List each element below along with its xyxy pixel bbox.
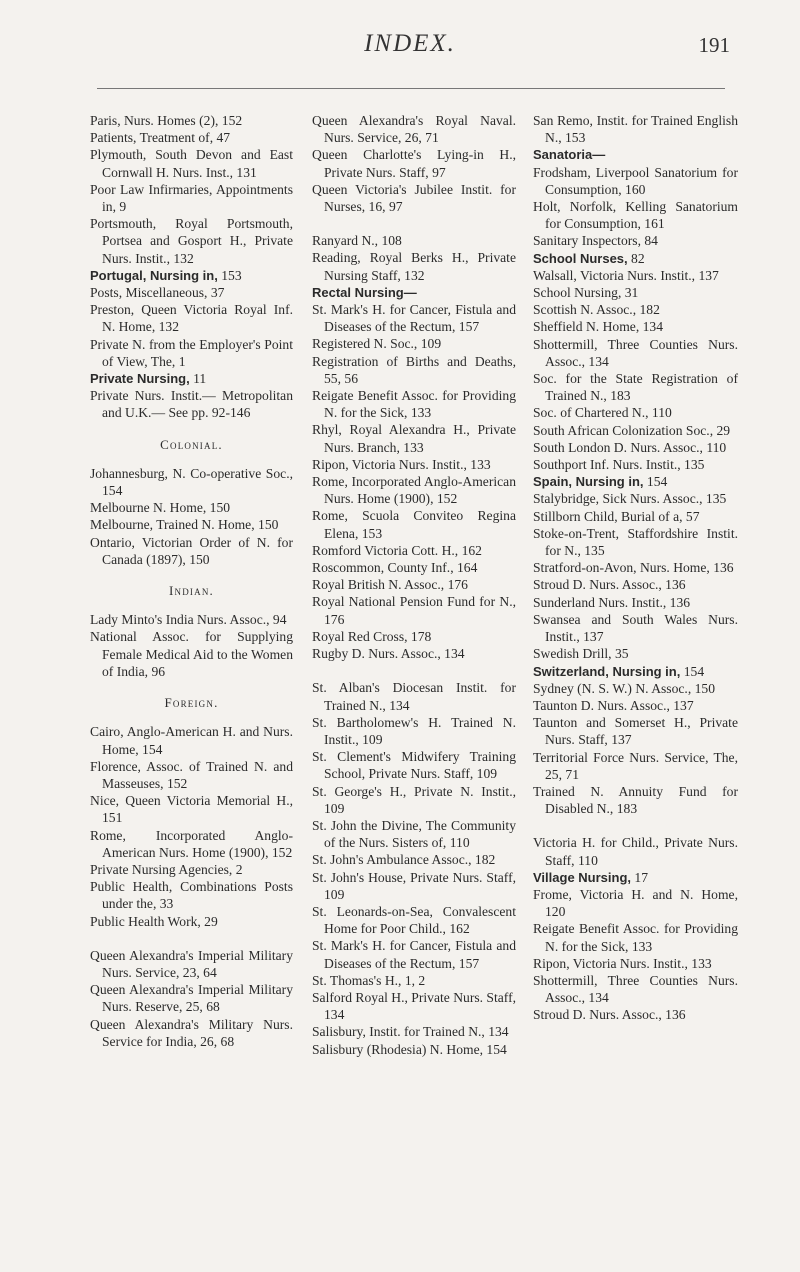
entry-text: Rome, Incorporated Anglo-American Nurs. Home (1900), 152 xyxy=(90,827,293,860)
section-heading: Indian. xyxy=(169,583,214,599)
entry-text: St. John's Ambulance Assoc., 182 xyxy=(312,852,496,868)
index-entry xyxy=(312,146,516,180)
entry-heading: Sanatoria— xyxy=(533,147,606,163)
entry-text: Private Nursing Agencies, 2 xyxy=(90,861,243,877)
entry-text: Scottish N. Assoc., 182 xyxy=(533,302,660,318)
entry-heading: School Nurses, xyxy=(533,250,628,266)
entry-text: Ripon, Victoria Nurs. Instit., 133 xyxy=(533,955,712,971)
index-entry xyxy=(90,129,293,146)
entry-text: Posts, Miscellaneous, 37 xyxy=(90,285,225,301)
entry-text: Shottermill, Three Counties Nurs. Assoc., 134 xyxy=(533,972,738,1006)
entry-text: Lady Minto's India Nurs. Assoc., 94 xyxy=(90,612,287,628)
index-entry xyxy=(533,404,738,421)
entry-text: Royal National Pension Fund for N., 176 xyxy=(312,594,516,627)
index-entry xyxy=(312,232,516,249)
index-entry xyxy=(90,370,293,387)
entry-text: Trained N. Annuity Fund for Disabled N., 183 xyxy=(533,783,738,817)
entry-text: Registered N. Soc., 109 xyxy=(312,336,442,352)
index-entry xyxy=(312,559,516,576)
index-entry xyxy=(312,972,516,989)
index-entry xyxy=(90,628,293,680)
index-entry xyxy=(90,723,293,757)
entry-text: Roscommon, County Inf., 164 xyxy=(312,560,478,576)
index-entry xyxy=(90,534,293,568)
entry-text: Holt, Norfolk, Kelling Sanatorium for Consumption, 161 xyxy=(533,199,738,232)
index-entry xyxy=(312,353,516,387)
entry-text: Johannesburg, N. Co-operative Soc., 154 xyxy=(90,465,293,499)
section-heading: Colonial. xyxy=(160,436,223,452)
index-entry xyxy=(533,267,738,284)
entry-text: Queen Victoria's Jubilee Instit. for Nurses, 16, 97 xyxy=(312,181,516,215)
index-entry xyxy=(533,594,738,611)
entry-text: Stroud D. Nurs. Assoc., 136 xyxy=(533,1007,686,1023)
entry-text: Stratford-on-Avon, Nurs. Home, 136 xyxy=(533,560,734,576)
index-entry xyxy=(533,714,738,748)
entry-text: Sydney (N. S. W.) N. Assoc., 150 xyxy=(533,680,716,696)
entry-text: Reigate Benefit Assoc. for Providing N. for the Sick, 133 xyxy=(533,921,738,954)
entry-text: Florence, Assoc. of Trained N. and Masseuses, 152 xyxy=(90,758,293,791)
index-entry xyxy=(312,473,516,507)
entry-text: 11 xyxy=(189,371,207,387)
index-entry xyxy=(312,679,516,713)
entry-text: Stroud D. Nurs. Assoc., 136 xyxy=(533,577,686,593)
entry-text: Rome, Scuola Conviteo Regina Elena, 153 xyxy=(312,508,516,541)
entry-text: St. Alban's Diocesan Instit. for Trained N., 134 xyxy=(312,680,516,713)
index-entry xyxy=(533,834,738,868)
entry-heading: Spain, Nursing in, xyxy=(533,474,644,490)
index-entry xyxy=(312,112,516,146)
index-entry xyxy=(533,146,738,163)
entry-text: Frodsham, Liverpool Sanatorium for Consumption, 160 xyxy=(533,164,738,197)
index-entry xyxy=(90,284,293,301)
entry-text: Queen Alexandra's Royal Naval. Nurs. Service, 26, 71 xyxy=(312,113,516,146)
entry-text: Rome, Incorporated Anglo-American Nurs. Home (1900), 152 xyxy=(312,474,516,507)
index-entry xyxy=(90,516,293,533)
entry-text: Territorial Force Nurs. Service, The, 25, 71 xyxy=(533,749,738,782)
entry-text: Taunton D. Nurs. Assoc., 137 xyxy=(533,697,694,713)
index-entry xyxy=(90,827,293,861)
index-entry xyxy=(533,473,738,490)
entry-text: Stillborn Child, Burial of a, 57 xyxy=(533,508,700,524)
index-entry xyxy=(312,421,516,455)
index-entry xyxy=(90,267,293,284)
entry-heading: Private Nursing, xyxy=(90,371,190,387)
index-entry xyxy=(533,301,738,318)
index-entry xyxy=(533,972,738,1006)
entry-text: Patients, Treatment of, 47 xyxy=(90,130,231,146)
index-entry xyxy=(90,465,293,499)
index-entry xyxy=(533,284,738,301)
index-entry xyxy=(312,1041,516,1058)
index-entry xyxy=(533,869,738,886)
index-entry xyxy=(312,284,516,301)
index-entry xyxy=(533,697,738,714)
index-entry xyxy=(312,456,516,473)
entry-text: St. John the Divine, The Community of the Nurs. Sisters of, 110 xyxy=(312,817,516,851)
index-entry xyxy=(90,146,293,180)
index-entry xyxy=(533,250,738,267)
index-entry xyxy=(90,1016,293,1050)
entry-text: Stoke-on-Trent, Staffordshire Instit. for N., 135 xyxy=(533,525,738,559)
entry-text: Melbourne N. Home, 150 xyxy=(90,500,231,516)
index-entry xyxy=(533,886,738,920)
index-entry xyxy=(90,981,293,1015)
entry-text: 153 xyxy=(217,267,242,283)
index-entry xyxy=(533,456,738,473)
entry-text: Ripon, Victoria Nurs. Instit., 133 xyxy=(312,456,491,472)
section-gap xyxy=(533,817,738,834)
index-entry xyxy=(312,542,516,559)
entry-text: 17 xyxy=(631,869,649,885)
entry-text: School Nursing, 31 xyxy=(533,285,639,301)
page-number: 191 xyxy=(698,33,730,57)
entry-text: South African Colonization Soc., 29 xyxy=(533,422,731,438)
index-entry xyxy=(533,749,738,783)
index-entry xyxy=(90,913,293,930)
entry-text: Reading, Royal Berks H., Private Nursing Staff, 132 xyxy=(312,250,516,283)
index-entry xyxy=(90,301,293,335)
index-entry xyxy=(312,851,516,868)
index-entry xyxy=(312,301,516,335)
header-rule xyxy=(97,88,725,89)
entry-text: Queen Alexandra's Imperial Military Nurs. Service, 23, 64 xyxy=(90,947,293,980)
index-column-3 xyxy=(533,112,738,1024)
index-entry xyxy=(312,576,516,593)
index-entry xyxy=(312,989,516,1023)
index-entry xyxy=(533,645,738,662)
entry-heading: Village Nursing, xyxy=(533,869,632,885)
entry-text: St. Mark's H. for Cancer, Fistula and Diseases of the Rectum, 157 xyxy=(312,938,516,971)
index-entry xyxy=(312,937,516,971)
index-entry xyxy=(90,336,293,370)
index-entry xyxy=(533,680,738,697)
index-entry xyxy=(312,1023,516,1040)
index-entry xyxy=(90,112,293,129)
index-entry xyxy=(533,318,738,335)
entry-text: St. Thomas's H., 1, 2 xyxy=(312,972,426,988)
entry-heading: Rectal Nursing— xyxy=(312,284,417,300)
entry-text: Sheffield N. Home, 134 xyxy=(533,319,664,335)
entry-text: Rhyl, Royal Alexandra H., Private Nurs. Branch, 133 xyxy=(312,422,516,455)
entry-text: 154 xyxy=(680,663,705,679)
entry-text: Rugby D. Nurs. Assoc., 134 xyxy=(312,646,465,662)
entry-text: Registration of Births and Deaths, 55, 56 xyxy=(312,353,516,386)
entry-text: Taunton and Somerset H., Private Nurs. Staff, 137 xyxy=(533,715,738,748)
index-entry xyxy=(533,439,738,456)
index-entry xyxy=(533,783,738,817)
index-entry xyxy=(533,663,738,680)
entry-text: Queen Alexandra's Imperial Military Nurs. Reserve, 25, 68 xyxy=(90,982,293,1015)
entry-text: South London D. Nurs. Assoc., 110 xyxy=(533,439,727,455)
index-entry xyxy=(312,628,516,645)
index-entry xyxy=(312,783,516,817)
entry-text: Royal Red Cross, 178 xyxy=(312,628,432,644)
entry-text: Southport Inf. Nurs. Instit., 135 xyxy=(533,457,705,473)
section-heading: Foreign. xyxy=(164,695,219,711)
entry-text: Paris, Nurs. Homes (2), 152 xyxy=(90,113,243,128)
entry-text: National Assoc. for Supplying Female Medical Aid to the Women of India, 96 xyxy=(90,629,293,679)
index-entry xyxy=(533,576,738,593)
entry-text: Portsmouth, Royal Portsmouth, Portsea and Gosport H., Private Nurs. Instit., 132 xyxy=(90,216,293,266)
index-entry xyxy=(533,490,738,507)
entry-text: Shottermill, Three Counties Nurs. Assoc., 134 xyxy=(533,336,738,369)
entry-text: San Remo, Instit. for Trained English N., 153 xyxy=(533,113,738,146)
index-entry xyxy=(90,611,293,628)
index-entry xyxy=(533,559,738,576)
index-column-1 xyxy=(90,112,293,1050)
index-entry xyxy=(312,748,516,782)
index-entry xyxy=(312,869,516,903)
index-entry xyxy=(533,232,738,249)
index-entry xyxy=(533,370,738,404)
entry-text: Sanitary Inspectors, 84 xyxy=(533,233,658,249)
section-gap xyxy=(312,215,516,232)
index-entry xyxy=(312,645,516,662)
entry-text: Swedish Drill, 35 xyxy=(533,646,629,662)
index-entry xyxy=(312,335,516,352)
entry-text: St. Leonards-on-Sea, Convalescent Home for Poor Child., 162 xyxy=(312,903,516,937)
entry-text: St. Bartholomew's H. Trained N. Instit., 109 xyxy=(312,714,516,747)
index-entry xyxy=(90,758,293,792)
section-gap xyxy=(312,662,516,679)
entry-text: Cairo, Anglo-American H. and Nurs. Home, 154 xyxy=(90,724,293,757)
entry-text: Salford Royal H., Private Nurs. Staff, 134 xyxy=(312,989,517,1023)
entry-text: Poor Law Infirmaries, Appointments in, 9 xyxy=(90,181,293,215)
entry-heading: Portugal, Nursing in, xyxy=(90,267,218,283)
entry-text: St. Mark's H. for Cancer, Fistula and Diseases of the Rectum, 157 xyxy=(312,302,516,335)
index-entry xyxy=(90,947,293,981)
entry-text: Melbourne, Trained N. Home, 150 xyxy=(90,517,279,533)
index-entry xyxy=(533,164,738,198)
section-gap xyxy=(90,930,293,947)
entry-text: Ontario, Victorian Order of N. for Canada (1897), 150 xyxy=(90,534,293,567)
index-entry xyxy=(90,499,293,516)
entry-text: Walsall, Victoria Nurs. Instit., 137 xyxy=(533,267,719,283)
index-entry xyxy=(90,878,293,912)
index-entry xyxy=(90,181,293,215)
entry-text: Salisbury, Instit. for Trained N., 134 xyxy=(312,1024,509,1040)
entry-text: Victoria H. for Child., Private Nurs. Staff, 110 xyxy=(533,835,738,868)
index-column-2 xyxy=(312,112,516,1058)
index-entry xyxy=(533,508,738,525)
index-entry xyxy=(90,861,293,878)
index-entry xyxy=(533,955,738,972)
entry-text: Private Nurs. Instit.— Metropolitan and U.K.— See pp. 92-146 xyxy=(90,388,293,421)
index-entry xyxy=(90,215,293,267)
index-entry xyxy=(533,422,738,439)
entry-text: Reigate Benefit Assoc. for Providing N. for the Sick, 133 xyxy=(312,388,516,421)
index-entry xyxy=(533,920,738,954)
entry-text: Swansea and South Wales Nurs. Instit., 137 xyxy=(533,611,738,645)
entry-text: Public Health Work, 29 xyxy=(90,913,218,929)
index-entry xyxy=(312,249,516,283)
entry-text: Soc. of Chartered N., 110 xyxy=(533,405,672,421)
index-entry xyxy=(312,903,516,937)
index-entry xyxy=(533,611,738,645)
entry-text: Salisbury (Rhodesia) N. Home, 154 xyxy=(312,1041,507,1057)
index-entry xyxy=(312,387,516,421)
index-entry xyxy=(312,593,516,627)
index-entry xyxy=(533,198,738,232)
running-title: INDEX. xyxy=(364,30,456,57)
entry-text: Ranyard N., 108 xyxy=(312,233,402,249)
index-entry xyxy=(312,507,516,541)
entry-text: Sunderland Nurs. Instit., 136 xyxy=(533,594,691,610)
index-entry xyxy=(533,1006,738,1023)
page-header xyxy=(90,30,730,70)
index-entry xyxy=(533,112,738,146)
entry-text: Private N. from the Employer's Point of View, The, 1 xyxy=(90,336,293,369)
entry-text: Royal British N. Assoc., 176 xyxy=(312,577,468,593)
entry-text: 82 xyxy=(627,250,645,266)
entry-text: Nice, Queen Victoria Memorial H., 151 xyxy=(90,793,293,826)
index-entry xyxy=(90,792,293,826)
entry-text: Plymouth, South Devon and East Cornwall H. Nurs. Inst., 131 xyxy=(90,147,293,180)
entry-text: Frome, Victoria H. and N. Home, 120 xyxy=(533,886,738,920)
index-entry xyxy=(312,817,516,851)
entry-text: St. Clement's Midwifery Training School, Private Nurs. Staff, 109 xyxy=(312,749,516,782)
entry-text: Romford Victoria Cott. H., 162 xyxy=(312,542,482,558)
entry-text: Preston, Queen Victoria Royal Inf. N. Home, 132 xyxy=(90,302,293,335)
entry-text: 154 xyxy=(643,474,668,490)
index-entry xyxy=(533,525,738,559)
entry-heading: Switzerland, Nursing in, xyxy=(533,663,681,679)
entry-text: Queen Charlotte's Lying-in H., Private Nurs. Staff, 97 xyxy=(312,147,516,180)
entry-text: St. John's House, Private Nurs. Staff, 109 xyxy=(312,869,516,902)
entry-text: Queen Alexandra's Military Nurs. Service for India, 26, 68 xyxy=(90,1016,293,1049)
entry-text: Soc. for the State Registration of Trained N., 183 xyxy=(533,371,738,404)
entry-text: Public Health, Combinations Posts under the, 33 xyxy=(90,879,293,912)
index-entry xyxy=(533,336,738,370)
index-entry xyxy=(90,387,293,421)
index-entry xyxy=(312,181,516,215)
entry-text: St. George's H., Private N. Instit., 109 xyxy=(312,783,516,816)
index-entry xyxy=(312,714,516,748)
entry-text: Stalybridge, Sick Nurs. Assoc., 135 xyxy=(533,491,727,507)
